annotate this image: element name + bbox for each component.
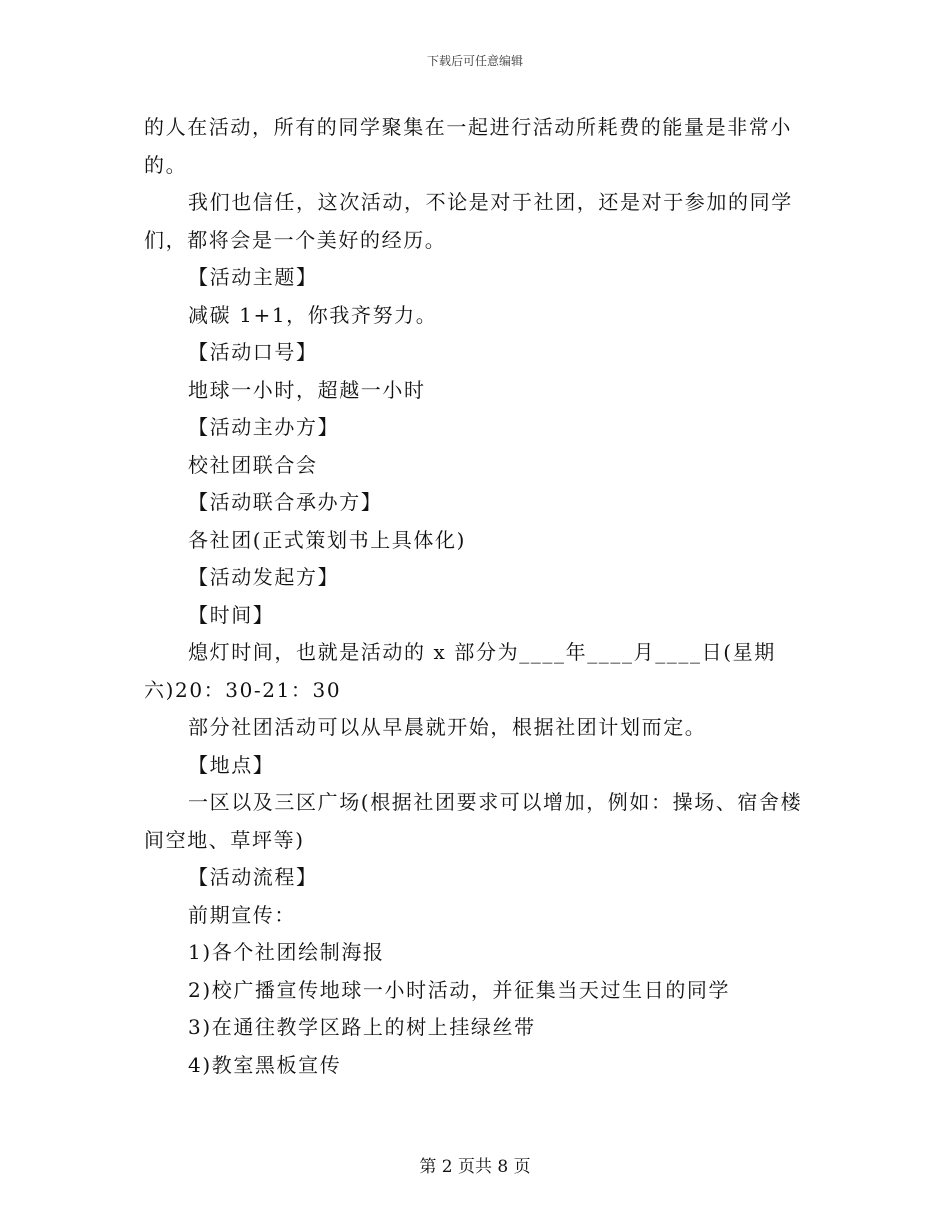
section-heading-organizer: 【活动主办方】 [188, 415, 340, 439]
page-header: 下载后可任意编辑 [426, 54, 523, 68]
paragraph-line: 的。 [144, 152, 188, 177]
list-item: 1)各个社团绘制海报 [188, 940, 385, 964]
paragraph-line: 我们也信任，这次活动，不论是对于社团，还是对于参加的同学 [188, 190, 793, 214]
paragraph-line: 各社团(正式策划书上具体化) [188, 527, 467, 552]
paragraph-line: 们，都将会是一个美好的经历。 [144, 227, 447, 252]
page-footer: 第 2 页共 8 页 [419, 1157, 531, 1177]
paragraph-line: 六)20：30-21：30 [144, 677, 342, 702]
paragraph-line: 地球一小时，超越一小时 [188, 377, 426, 402]
list-item: 3)在通往教学区路上的树上挂绿丝带 [188, 1015, 536, 1039]
paragraph-line: 部分社团活动可以从早晨就开始，根据社团计划而定。 [188, 715, 707, 739]
document-body [144, 109, 812, 1084]
list-item: 4)教室黑板宣传 [188, 1052, 342, 1077]
paragraph-line: 校社团联合会 [188, 452, 318, 477]
section-heading-time: 【时间】 [188, 602, 275, 627]
paragraph-line: 间空地、草坪等) [144, 827, 305, 852]
paragraph-line: 的人在活动，所有的同学聚集在一起进行活动所耗费的能量是非常小 [144, 115, 792, 139]
paragraph-line: 一区以及三区广场(根据社团要求可以增加，例如：操场、宿舍楼 [188, 790, 803, 814]
paragraph-line: 熄灯时间，也就是活动的 x 部分为____年____月____日(星期 [188, 640, 776, 664]
section-heading-initiator: 【活动发起方】 [188, 565, 340, 589]
section-heading-process: 【活动流程】 [188, 865, 318, 889]
section-heading-co-organizer: 【活动联合承办方】 [188, 490, 383, 514]
list-item: 2)校广播宣传地球一小时活动，并征集当天过生日的同学 [188, 977, 731, 1002]
paragraph-line: 减碳 1+1，你我齐努力。 [188, 302, 438, 327]
section-heading-location: 【地点】 [188, 752, 275, 777]
section-heading-slogan: 【活动口号】 [188, 340, 318, 364]
paragraph-line: 前期宣传： [188, 902, 296, 927]
section-heading-theme: 【活动主题】 [188, 265, 318, 289]
